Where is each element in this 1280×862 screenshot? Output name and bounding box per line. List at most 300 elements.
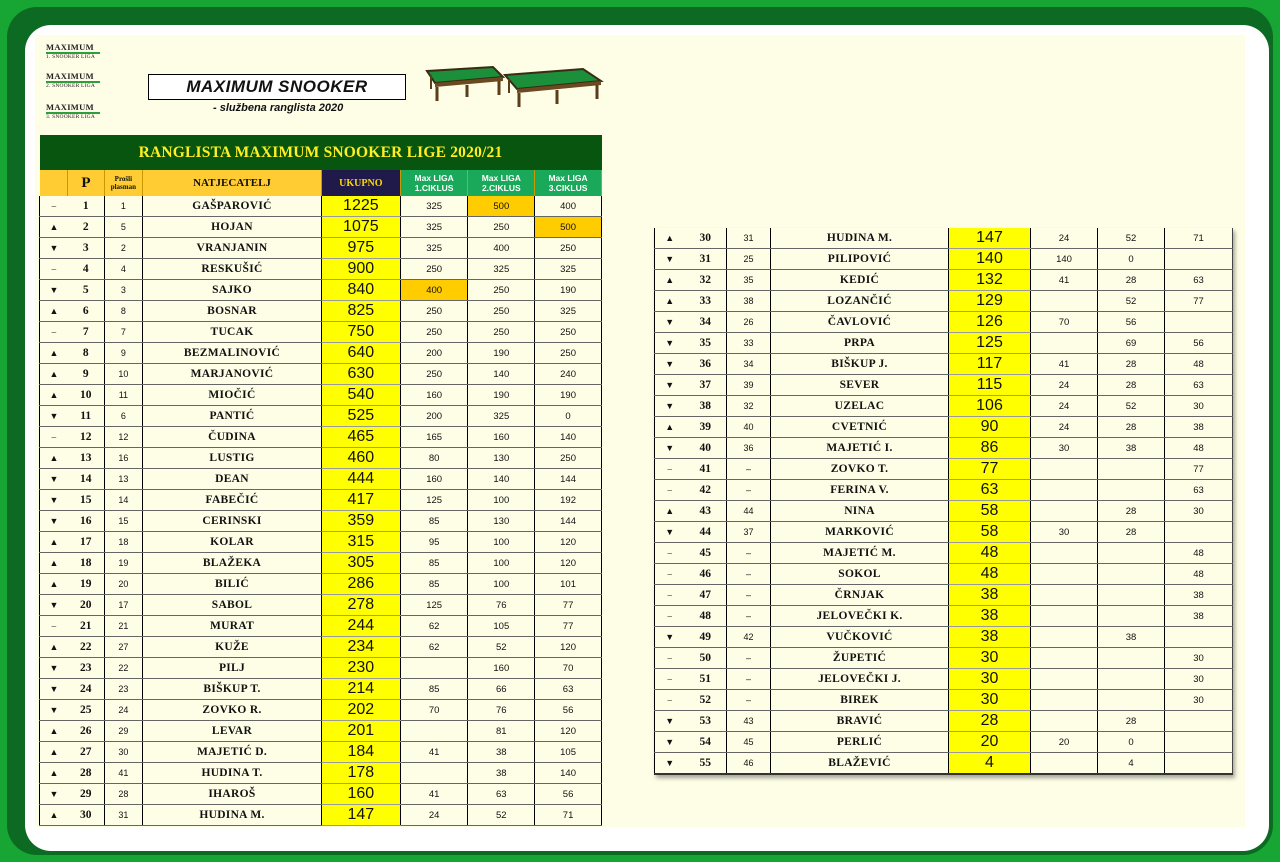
player-name-cell: SOKOL: [771, 564, 949, 585]
total-points-cell: 77: [949, 459, 1031, 480]
cycle3-points-cell: 325: [535, 259, 602, 280]
table-row: [40, 574, 602, 595]
cycle3-points-cell: 30: [1165, 648, 1233, 669]
cycle2-points-cell: 63: [468, 784, 535, 805]
trend-arrow: ▼: [655, 732, 685, 753]
total-points-cell: 444: [321, 469, 400, 490]
total-points-cell: 184: [321, 742, 400, 763]
player-name-cell: KUŽE: [143, 637, 322, 658]
previous-rank-cell: 16: [104, 448, 142, 469]
total-points-cell: 750: [321, 322, 400, 343]
rank-cell: 50: [685, 648, 727, 669]
trend-arrow: ▼: [40, 700, 68, 721]
previous-rank-cell: 22: [104, 658, 142, 679]
cycle1-header-line1: Max LIGA: [414, 173, 454, 183]
table-row: [655, 291, 1233, 312]
cycle1-points-cell: [1031, 291, 1098, 312]
table-row: [40, 196, 602, 217]
cycle2-points-cell: 52: [1098, 291, 1165, 312]
table-row: [655, 501, 1233, 522]
player-name-cell: ŽUPETIĆ: [771, 648, 949, 669]
player-name-cell: PRPA: [771, 333, 949, 354]
table-row: [655, 375, 1233, 396]
trend-arrow: ▲: [40, 553, 68, 574]
trend-arrow: ▲: [40, 301, 68, 322]
table-row: [40, 322, 602, 343]
trend-arrow: –: [40, 616, 68, 637]
previous-rank-cell: 31: [104, 805, 142, 826]
trend-arrow: –: [655, 669, 685, 690]
cycle3-points-cell: 400: [535, 196, 602, 217]
table-row: [40, 385, 602, 406]
rank-cell: 45: [685, 543, 727, 564]
rank-cell: 44: [685, 522, 727, 543]
player-name-cell: PANTIĆ: [143, 406, 322, 427]
cycle1-points-cell: 125: [400, 595, 468, 616]
total-points-cell: 465: [321, 427, 400, 448]
rank-cell: 30: [685, 228, 727, 249]
cycle3-points-cell: 140: [535, 427, 602, 448]
previous-rank-cell: 11: [104, 385, 142, 406]
player-name-cell: CERINSKI: [143, 511, 322, 532]
trend-arrow: ▲: [40, 721, 68, 742]
player-name-cell: ZOVKO R.: [143, 700, 322, 721]
total-points-cell: 640: [321, 343, 400, 364]
player-name-cell: ČRNJAK: [771, 585, 949, 606]
previous-rank-cell: 27: [104, 637, 142, 658]
player-name-cell: MARJANOVIĆ: [143, 364, 322, 385]
table-row: [40, 280, 602, 301]
cycle1-points-cell: 85: [400, 511, 468, 532]
cycle3-points-cell: 144: [535, 469, 602, 490]
rank-cell: 17: [68, 532, 104, 553]
table-row: [655, 396, 1233, 417]
previous-rank-cell: 14: [104, 490, 142, 511]
cycle1-points-cell: [1031, 648, 1098, 669]
player-name-cell: HOJAN: [143, 217, 322, 238]
previous-header: [104, 170, 142, 196]
cycle3-points-cell: 30: [1165, 690, 1233, 711]
cycle1-points-cell: [1031, 669, 1098, 690]
trend-arrow: ▼: [40, 238, 68, 259]
rank-cell: 8: [68, 343, 104, 364]
previous-rank-cell: 5: [104, 217, 142, 238]
cycle2-points-cell: 69: [1098, 333, 1165, 354]
cycle3-points-cell: 0: [535, 406, 602, 427]
cycle2-points-cell: 130: [468, 448, 535, 469]
cycle2-points-cell: [1098, 585, 1165, 606]
cycle1-points-cell: [1031, 606, 1098, 627]
cycle1-points-cell: [1031, 480, 1098, 501]
trend-arrow: –: [655, 564, 685, 585]
total-points-cell: 30: [949, 690, 1031, 711]
previous-rank-cell: 28: [104, 784, 142, 805]
cycle1-points-cell: 24: [1031, 228, 1098, 249]
rank-cell: 4: [68, 259, 104, 280]
cycle1-points-cell: [1031, 690, 1098, 711]
cycle2-points-cell: [1098, 648, 1165, 669]
cycle1-points-cell: 200: [400, 406, 468, 427]
total-points-cell: 178: [321, 763, 400, 784]
table-row: [655, 459, 1233, 480]
table-row: [40, 469, 602, 490]
cycle3-points-cell: 190: [535, 385, 602, 406]
player-name-cell: MURAT: [143, 616, 322, 637]
cycle2-points-cell: 52: [1098, 396, 1165, 417]
cycle3-points-cell: 250: [535, 238, 602, 259]
total-points-cell: 90: [949, 417, 1031, 438]
table-row: [655, 249, 1233, 270]
cycle2-points-cell: 81: [468, 721, 535, 742]
previous-rank-cell: –: [727, 690, 771, 711]
cycle3-points-cell: 48: [1165, 564, 1233, 585]
previous-rank-cell: 12: [104, 427, 142, 448]
previous-rank-cell: 15: [104, 511, 142, 532]
cycle1-points-cell: 41: [400, 742, 468, 763]
player-name-cell: IHAROŠ: [143, 784, 322, 805]
table-row: [655, 543, 1233, 564]
cycle2-points-cell: [1098, 690, 1165, 711]
trend-arrow: ▲: [40, 763, 68, 784]
cycle1-points-cell: [1031, 333, 1098, 354]
cycle2-points-cell: 100: [468, 553, 535, 574]
table-row: [40, 511, 602, 532]
cycle3-points-cell: 38: [1165, 606, 1233, 627]
cycle2-points-cell: 100: [468, 574, 535, 595]
previous-rank-cell: –: [727, 648, 771, 669]
total-points-cell: 147: [321, 805, 400, 826]
trend-arrow: –: [655, 606, 685, 627]
trend-arrow: ▲: [655, 270, 685, 291]
previous-rank-cell: 8: [104, 301, 142, 322]
previous-rank-cell: 34: [727, 354, 771, 375]
previous-rank-cell: –: [727, 585, 771, 606]
trend-arrow: –: [40, 427, 68, 448]
cycle2-points-cell: 52: [468, 637, 535, 658]
player-name-cell: ČAVLOVIĆ: [771, 312, 949, 333]
table-row: [655, 753, 1233, 775]
cycle1-points-cell: 62: [400, 637, 468, 658]
cycle3-points-cell: [1165, 249, 1233, 270]
trend-arrow: ▼: [655, 333, 685, 354]
previous-rank-cell: –: [727, 669, 771, 690]
cycle3-points-cell: 77: [1165, 291, 1233, 312]
total-points-cell: 132: [949, 270, 1031, 291]
trend-arrow: ▼: [655, 396, 685, 417]
previous-rank-cell: 18: [104, 532, 142, 553]
cycle1-points-cell: 325: [400, 238, 468, 259]
rank-cell: 38: [685, 396, 727, 417]
cycle1-points-cell: 24: [400, 805, 468, 826]
player-name-cell: VRANJANIN: [143, 238, 322, 259]
previous-rank-cell: 32: [727, 396, 771, 417]
rank-cell: 53: [685, 711, 727, 732]
cycle1-points-cell: 41: [1031, 354, 1098, 375]
rank-cell: 37: [685, 375, 727, 396]
total-points-cell: 234: [321, 637, 400, 658]
rank-cell: 32: [685, 270, 727, 291]
previous-rank-cell: 1: [104, 196, 142, 217]
trend-arrow: ▲: [655, 291, 685, 312]
logo-name: MAXIMUM: [46, 71, 94, 81]
trend-arrow: ▲: [40, 217, 68, 238]
total-points-cell: 63: [949, 480, 1031, 501]
player-name-cell: BEZMALINOVIĆ: [143, 343, 322, 364]
trend-header: [40, 170, 68, 196]
cycle1-points-cell: 160: [400, 469, 468, 490]
table-row: [655, 270, 1233, 291]
total-points-cell: 359: [321, 511, 400, 532]
cycle3-header-line2: 3.CIKLUS: [548, 183, 588, 193]
trend-arrow: ▼: [40, 511, 68, 532]
trend-arrow: ▼: [655, 753, 685, 775]
player-name-cell: DEAN: [143, 469, 322, 490]
cycle1-points-cell: 85: [400, 574, 468, 595]
total-points-cell: 201: [321, 721, 400, 742]
cycle3-points-cell: 250: [535, 448, 602, 469]
total-points-cell: 48: [949, 564, 1031, 585]
table-row: [40, 742, 602, 763]
previous-rank-cell: 17: [104, 595, 142, 616]
cycle1-points-cell: 250: [400, 364, 468, 385]
total-points-cell: 160: [321, 784, 400, 805]
trend-arrow: ▼: [40, 490, 68, 511]
table-row: [40, 721, 602, 742]
snooker-table-icon: [427, 67, 503, 101]
trend-arrow: ▲: [40, 742, 68, 763]
position-header: P: [68, 170, 104, 196]
previous-rank-cell: 21: [104, 616, 142, 637]
rank-cell: 14: [68, 469, 104, 490]
cycle3-points-cell: [1165, 522, 1233, 543]
cycle1-points-cell: 325: [400, 217, 468, 238]
cycle3-points-cell: 77: [1165, 459, 1233, 480]
cycle3-points-cell: 140: [535, 763, 602, 784]
total-points-cell: 278: [321, 595, 400, 616]
table-row: [655, 333, 1233, 354]
cycle2-points-cell: [1098, 669, 1165, 690]
total-points-cell: 125: [949, 333, 1031, 354]
player-name-cell: FABEČIĆ: [143, 490, 322, 511]
player-name-cell: BILIĆ: [143, 574, 322, 595]
cycle2-points-cell: 160: [468, 427, 535, 448]
rank-cell: 48: [685, 606, 727, 627]
player-name-cell: BRAVIĆ: [771, 711, 949, 732]
trend-arrow: –: [655, 543, 685, 564]
table-row: [655, 627, 1233, 648]
total-points-cell: 20: [949, 732, 1031, 753]
rank-cell: 41: [685, 459, 727, 480]
player-header: NATJECATELJ: [143, 170, 322, 196]
previous-rank-cell: 20: [104, 574, 142, 595]
cycle2-points-cell: 76: [468, 700, 535, 721]
rank-cell: 12: [68, 427, 104, 448]
rank-cell: 27: [68, 742, 104, 763]
table-row: [40, 364, 602, 385]
cycle3-points-cell: 63: [1165, 270, 1233, 291]
cycle2-points-cell: 28: [1098, 354, 1165, 375]
cycle2-points-cell: 28: [1098, 711, 1165, 732]
rank-cell: 20: [68, 595, 104, 616]
cycle3-points-cell: 56: [535, 700, 602, 721]
cycle3-points-cell: 120: [535, 553, 602, 574]
trend-arrow: ▼: [40, 406, 68, 427]
rank-cell: 19: [68, 574, 104, 595]
cycle2-points-cell: 38: [468, 742, 535, 763]
logo-name: MAXIMUM: [46, 42, 94, 52]
cycle2-points-cell: 0: [1098, 249, 1165, 270]
cycle1-header-line2: 1.CIKLUS: [414, 183, 454, 193]
right-table-body: [655, 228, 1233, 774]
table-row: [655, 732, 1233, 753]
trend-arrow: ▲: [655, 501, 685, 522]
player-name-cell: HUDINA M.: [771, 228, 949, 249]
cycle1-points-cell: 41: [400, 784, 468, 805]
cycle1-header: [400, 170, 468, 196]
trend-arrow: ▼: [40, 469, 68, 490]
page-subtitle: - službena ranglista 2020: [213, 102, 344, 114]
previous-rank-cell: 24: [104, 700, 142, 721]
cycle2-header-line2: 2.CIKLUS: [481, 183, 521, 193]
cycle2-points-cell: 190: [468, 343, 535, 364]
previous-rank-cell: 44: [727, 501, 771, 522]
table-row: [655, 522, 1233, 543]
previous-rank-cell: 29: [104, 721, 142, 742]
cycle2-points-cell: 250: [468, 280, 535, 301]
rank-cell: 55: [685, 753, 727, 775]
table-banner: RANGLISTA MAXIMUM SNOOKER LIGE 2020/21: [40, 135, 602, 170]
previous-rank-cell: 9: [104, 343, 142, 364]
cycle3-points-cell: 30: [1165, 501, 1233, 522]
table-row: [40, 553, 602, 574]
cycle2-points-cell: 105: [468, 616, 535, 637]
cycle2-points-cell: 28: [1098, 270, 1165, 291]
player-name-cell: PILJ: [143, 658, 322, 679]
document-canvas: [35, 35, 1245, 827]
previous-rank-cell: 31: [727, 228, 771, 249]
total-header: UKUPNO: [321, 170, 400, 196]
total-points-cell: 126: [949, 312, 1031, 333]
cycle2-points-cell: 0: [1098, 732, 1165, 753]
previous-header-line1: Prošli: [114, 175, 133, 183]
player-name-cell: LUSTIG: [143, 448, 322, 469]
player-name-cell: SEVER: [771, 375, 949, 396]
logo-sub: 2. SNOOKER LIGA: [46, 83, 95, 89]
total-points-cell: 48: [949, 543, 1031, 564]
cycle3-points-cell: [1165, 711, 1233, 732]
total-points-cell: 1075: [321, 217, 400, 238]
total-points-cell: 230: [321, 658, 400, 679]
cycle3-header-line1: Max LIGA: [548, 173, 588, 183]
trend-arrow: –: [40, 322, 68, 343]
table-row: [40, 448, 602, 469]
cycle3-points-cell: [1165, 753, 1233, 775]
table-header-row: [40, 170, 602, 196]
player-name-cell: GAŠPAROVIĆ: [143, 196, 322, 217]
total-points-cell: 38: [949, 627, 1031, 648]
cycle1-points-cell: 41: [1031, 270, 1098, 291]
table-row: [40, 595, 602, 616]
cycle2-points-cell: 190: [468, 385, 535, 406]
previous-rank-cell: 35: [727, 270, 771, 291]
cycle1-points-cell: 24: [1031, 417, 1098, 438]
trend-arrow: ▲: [40, 532, 68, 553]
player-name-cell: VUČKOVIĆ: [771, 627, 949, 648]
total-points-cell: 540: [321, 385, 400, 406]
table-row: [40, 532, 602, 553]
player-name-cell: SABOL: [143, 595, 322, 616]
cycle3-points-cell: 71: [535, 805, 602, 826]
player-name-cell: MARKOVIĆ: [771, 522, 949, 543]
previous-rank-cell: 37: [727, 522, 771, 543]
cycle3-points-cell: 38: [1165, 417, 1233, 438]
total-points-cell: 825: [321, 301, 400, 322]
cycle1-points-cell: 125: [400, 490, 468, 511]
left-table-body: [40, 196, 602, 826]
cycle2-points-cell: [1098, 543, 1165, 564]
total-points-cell: 147: [949, 228, 1031, 249]
table-row: [655, 669, 1233, 690]
cycle2-points-cell: 400: [468, 238, 535, 259]
cycle2-points-cell: 4: [1098, 753, 1165, 775]
previous-rank-cell: 2: [104, 238, 142, 259]
total-points-cell: 38: [949, 585, 1031, 606]
cycle3-points-cell: 70: [535, 658, 602, 679]
table-row: [655, 711, 1233, 732]
cycle1-points-cell: 85: [400, 679, 468, 700]
trend-arrow: –: [655, 480, 685, 501]
total-points-cell: 38: [949, 606, 1031, 627]
previous-rank-cell: 19: [104, 553, 142, 574]
table-row: [40, 238, 602, 259]
rank-cell: 23: [68, 658, 104, 679]
total-points-cell: 900: [321, 259, 400, 280]
rank-cell: 3: [68, 238, 104, 259]
player-name-cell: BIREK: [771, 690, 949, 711]
cycle3-points-cell: 63: [1165, 480, 1233, 501]
total-points-cell: 30: [949, 648, 1031, 669]
cycle1-points-cell: 325: [400, 196, 468, 217]
rank-cell: 29: [68, 784, 104, 805]
previous-rank-cell: 40: [727, 417, 771, 438]
player-name-cell: TUCAK: [143, 322, 322, 343]
cycle2-points-cell: 250: [468, 322, 535, 343]
previous-rank-cell: 42: [727, 627, 771, 648]
cycle2-points-cell: 325: [468, 259, 535, 280]
table-row: [655, 417, 1233, 438]
rank-cell: 31: [685, 249, 727, 270]
rank-cell: 26: [68, 721, 104, 742]
player-name-cell: BLAŽEVIĆ: [771, 753, 949, 775]
cycle1-points-cell: 200: [400, 343, 468, 364]
cycle2-points-cell: [1098, 459, 1165, 480]
rank-cell: 24: [68, 679, 104, 700]
player-name-cell: FERINA V.: [771, 480, 949, 501]
cycle3-points-cell: 77: [535, 616, 602, 637]
previous-rank-cell: 38: [727, 291, 771, 312]
cycle3-points-cell: 48: [1165, 354, 1233, 375]
snooker-tables-image: [423, 63, 605, 109]
cycle1-points-cell: [1031, 459, 1098, 480]
cycle1-points-cell: 140: [1031, 249, 1098, 270]
player-name-cell: MAJETIĆ M.: [771, 543, 949, 564]
table-row: [655, 690, 1233, 711]
logo-name: MAXIMUM: [46, 102, 94, 112]
cycle2-points-cell: 56: [1098, 312, 1165, 333]
league-logo-3: [46, 103, 106, 121]
table-row: [40, 700, 602, 721]
table-row: [655, 354, 1233, 375]
